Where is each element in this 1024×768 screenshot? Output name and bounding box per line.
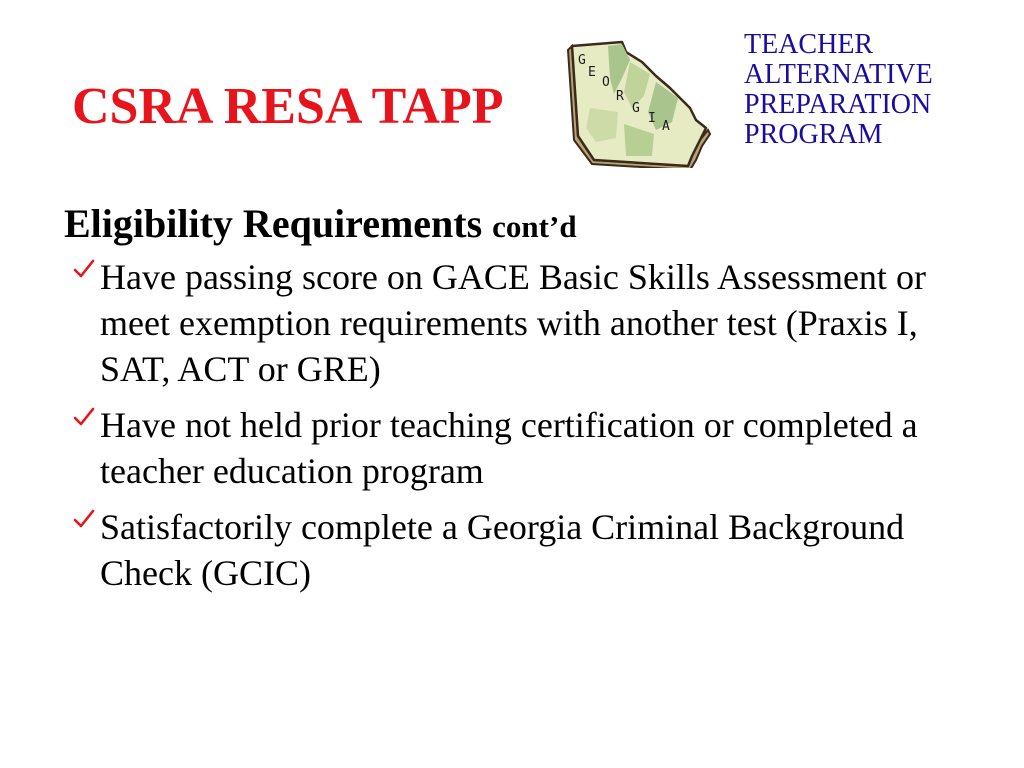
list-item xyxy=(64,254,964,392)
bullet-text: Have passing score on GACE Basic Skills Assessment or meet exemption requirements with another test (Praxis I, SAT, ACT or GRE) xyxy=(100,257,926,389)
map-letter: O xyxy=(602,75,610,90)
list-item xyxy=(64,504,964,596)
georgia-map-icon xyxy=(560,38,720,168)
checkmark-icon xyxy=(72,507,96,531)
program-name-line: TEACHER xyxy=(744,29,874,60)
map-letter: E xyxy=(588,65,596,80)
slide-content xyxy=(64,200,964,606)
map-letter: R xyxy=(616,89,624,104)
checkmark-icon xyxy=(72,257,96,281)
map-letter: A xyxy=(662,119,670,134)
map-letter: G xyxy=(632,101,640,116)
slide-title: CSRA RESA TAPP xyxy=(72,78,504,135)
checkmark-icon xyxy=(72,405,96,429)
map-letter: I xyxy=(648,111,656,126)
program-name-line: PROGRAM xyxy=(744,119,883,150)
list-item xyxy=(64,402,964,494)
section-heading-suffix: cont’d xyxy=(492,209,577,244)
bullet-text: Satisfactorily complete a Georgia Criminal Background Check (GCIC) xyxy=(100,507,905,593)
program-name xyxy=(744,30,1014,150)
section-heading-text: Eligibility Requirements xyxy=(64,201,483,246)
map-letter: G xyxy=(578,53,586,68)
section-heading xyxy=(64,200,964,248)
bullet-list xyxy=(64,254,964,596)
program-name-line: PREPARATION xyxy=(744,89,932,120)
bullet-text: Have not held prior teaching certification or completed a teacher education program xyxy=(100,405,918,491)
program-name-line: ALTERNATIVE xyxy=(744,59,933,90)
